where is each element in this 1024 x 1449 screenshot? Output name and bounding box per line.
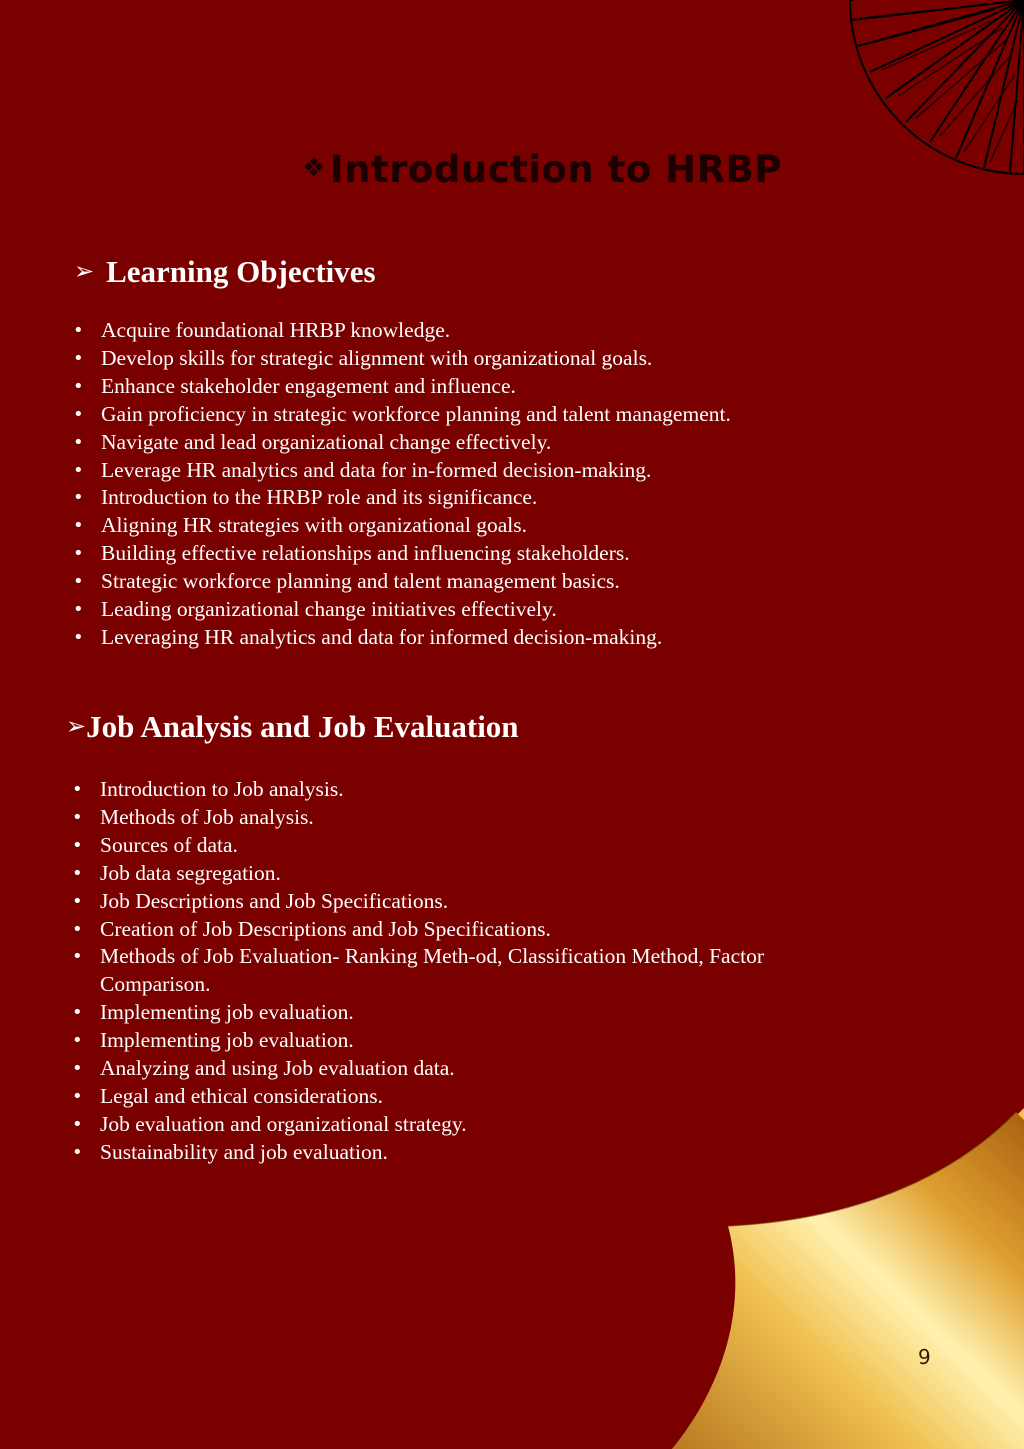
list-item: • Enhance stakeholder engagement and influence.	[73, 373, 833, 401]
page-title: ❖ Introduction to HRBP	[302, 148, 782, 191]
list-item: • Methods of Job analysis.	[72, 804, 792, 832]
list-item: • Aligning HR strategies with organizational goals.	[73, 512, 833, 540]
list-item: • Job data segregation.	[72, 860, 792, 888]
job-analysis-list	[72, 776, 792, 1167]
list-item: • Leverage HR analytics and data for in-formed decision-making.	[73, 457, 833, 485]
list-item: • Analyzing and using Job evaluation data.	[72, 1055, 792, 1083]
list-item: • Develop skills for strategic alignment with organizational goals.	[73, 345, 833, 373]
diamond-bullet-icon: ❖	[302, 153, 326, 183]
list-item: • Introduction to Job analysis.	[72, 776, 792, 804]
list-item: • Creation of Job Descriptions and Job Specifications.	[72, 916, 792, 944]
learning-objectives-list	[73, 317, 833, 652]
list-item: • Acquire foundational HRBP knowledge.	[73, 317, 833, 345]
arrow-bullet-icon: ➢	[66, 712, 87, 740]
list-item: • Implementing job evaluation.	[72, 1027, 792, 1055]
list-item: • Navigate and lead organizational change effectively.	[73, 429, 833, 457]
list-item: • Legal and ethical considerations.	[72, 1083, 792, 1111]
section-heading-job-analysis: ➢Job Analysis and Job Evaluation	[66, 709, 519, 744]
list-item: • Implementing job evaluation.	[72, 999, 792, 1027]
list-item: • Building effective relationships and influencing stakeholders.	[73, 540, 833, 568]
list-item: • Gain proficiency in strategic workforce planning and talent management.	[73, 401, 833, 429]
list-item: • Job evaluation and organizational strategy.	[72, 1111, 792, 1139]
list-item: • Leveraging HR analytics and data for informed decision-making.	[73, 624, 833, 652]
list-item: • Methods of Job Evaluation- Ranking Meth-od, Classification Method, Factor Comparison.	[72, 943, 792, 999]
page-number: 9	[918, 1345, 931, 1369]
section-heading-learning-objectives: ➢ Learning Objectives	[74, 254, 376, 289]
arrow-bullet-icon: ➢	[74, 257, 95, 285]
list-item: • Job Descriptions and Job Specifications.	[72, 888, 792, 916]
list-item: • Leading organizational change initiatives effectively.	[73, 596, 833, 624]
list-item: • Introduction to the HRBP role and its significance.	[73, 484, 833, 512]
list-item: • Strategic workforce planning and talent management basics.	[73, 568, 833, 596]
list-item: • Sustainability and job evaluation.	[72, 1139, 792, 1167]
list-item: • Sources of data.	[72, 832, 792, 860]
